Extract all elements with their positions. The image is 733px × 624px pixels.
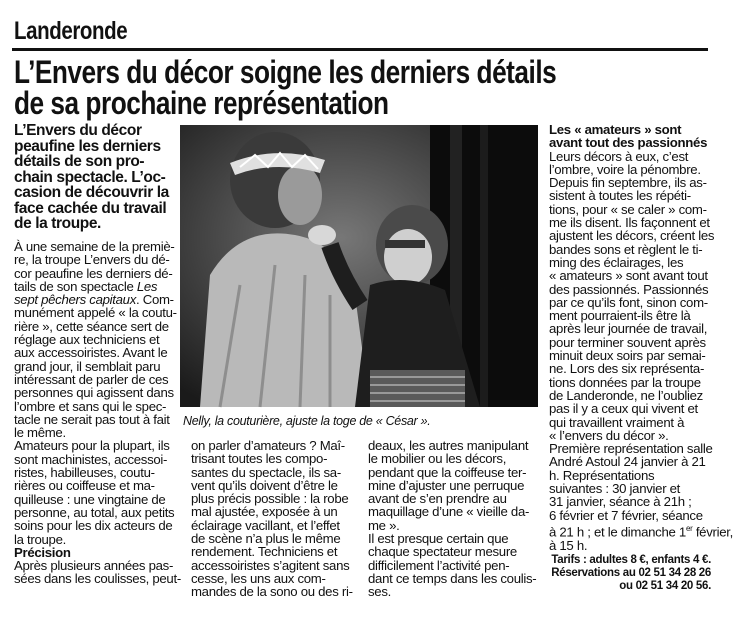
body-line: l’ombre et sans qui le spec-: [14, 398, 167, 414]
body-line: re, la troupe L’envers du dé-: [14, 252, 170, 268]
sidebar-heading: avant tout des passionnés: [549, 135, 708, 151]
lead-paragraph: [14, 123, 169, 232]
body-line: tions, pour « se caler » com-: [549, 201, 707, 217]
body-line: réglage aux techniciens et: [14, 332, 160, 348]
body-line: chaque spectateur mesure: [368, 544, 517, 560]
body-line: deaux, les autres manipulant: [368, 438, 529, 453]
body-line: Depuis fin septembre, ils as-: [549, 175, 707, 191]
body-line: pendant que la coiffeuse ter-: [368, 464, 527, 480]
body-line: tails de son spectacle Les: [14, 278, 158, 294]
body-line: avant de s’en prendre au: [368, 491, 507, 507]
lead-line: chain spectacle. L’oc-: [14, 168, 166, 186]
rubric-rule: [12, 48, 708, 51]
body-line: cesse, les uns aux com-: [191, 570, 326, 586]
column-3: [368, 439, 536, 599]
lead-line: L’Envers du décor: [14, 122, 142, 139]
body-line: le mobilier ou les décors,: [368, 451, 507, 467]
body-line: personne, au total, aux petits: [14, 504, 175, 520]
headline-line-2: de sa prochaine représentation: [14, 85, 389, 121]
body-line: difficilement l’activité pen-: [368, 557, 510, 573]
photo-illustration: [180, 125, 538, 407]
body-line: personnes qui agissent dans: [14, 385, 174, 401]
body-line: rières ou coiffeuse et ma-: [14, 478, 155, 494]
lead-line: casion de découvrir la: [14, 184, 169, 201]
body-line: ristes, habilleuses, coutu-: [14, 465, 155, 481]
body-line: Après plusieurs années pas-: [14, 558, 174, 574]
body-line: tions données par la troupe: [549, 374, 701, 390]
body-line: suivantes : 30 janvier et: [549, 481, 681, 497]
body-line: mal ajustée, exposée à un: [191, 504, 338, 520]
body-line: après leur journée de travail,: [549, 321, 708, 337]
body-line: « l’envers du décor ».: [549, 427, 669, 443]
headline-line-1: L’Envers du décor soigne les derniers détails: [14, 54, 557, 90]
body-line: de Landeronde, ne l’oubliez: [549, 387, 703, 403]
body-line: rendement. Techniciens et: [191, 544, 338, 560]
body-line: À une semaine de la premiè-: [14, 239, 175, 254]
body-line: dant ce temps dans les coulis-: [368, 570, 537, 586]
body-line: André Astoul 24 janvier à 21: [549, 454, 706, 470]
body-line: ment pourraient-ils être là: [549, 308, 691, 324]
reservations-line: ou 02 51 34 20 56.: [619, 580, 711, 593]
body-line: maquillage d’une « vieille da-: [368, 504, 530, 520]
lead-line: peaufine les derniers: [14, 137, 161, 155]
body-line: mandes de la sono ou des ri-: [191, 584, 353, 600]
body-line: rière », cette séance sert de: [14, 318, 169, 334]
body-line: trisant toutes les compo-: [191, 451, 328, 467]
body-line: des passionnés. Passionnés: [549, 281, 709, 297]
body-line: l’ombre, voire la pénombre.: [549, 161, 701, 177]
body-line: cor peaufine les derniers dé-: [14, 265, 173, 281]
body-line: à 21 h ; et le dimanche 1er février,: [549, 523, 733, 540]
tarifs: Tarifs : adultes 8 €, enfants 4 €.: [551, 553, 711, 566]
body-line: sont machinistes, accessoi-: [14, 451, 168, 467]
body-line: pour terminer souvent après: [549, 334, 706, 350]
body-line: pas il y a ceux qui vivent et: [549, 401, 698, 417]
body-line: h. Représentations: [549, 467, 655, 483]
body-line: « amateurs » sont avant tout: [549, 268, 708, 284]
body-line: Première représentation salle: [549, 441, 713, 457]
body-line: bandes sons et règlent le ti-: [549, 241, 703, 257]
body-line: le même.: [14, 425, 66, 441]
lead-line: de la troupe.: [14, 215, 101, 232]
body-line: par ce qu’ils font, sinon com-: [549, 294, 708, 310]
body-line: grand jour, il semblait paru: [14, 358, 161, 374]
body-line: me ils disent. Ils façonnent et: [549, 215, 710, 231]
body-line: de scène n’a plus le même: [191, 531, 341, 547]
body-line: tacle ne serait pas tout à fait: [14, 411, 170, 427]
body-line: munément appelé « la coutu-: [14, 305, 177, 321]
column-4: [549, 123, 733, 594]
body-line: quilleuse : une vingtaine de: [14, 491, 166, 507]
body-line: Leurs décors à eux, c’est: [549, 148, 689, 164]
body-line: sept pêchers capitaux. Com-: [14, 292, 174, 308]
body-line: éclairage vacillant, et l’effet: [191, 517, 340, 533]
column-2: [191, 439, 353, 599]
body-line: sées dans les coulisses, peut-: [14, 571, 181, 587]
body-line: soins pour les dix acteurs de: [14, 518, 173, 534]
body-line: la troupe.: [14, 531, 66, 547]
column-1: [14, 240, 181, 586]
section-rubric: Landeronde: [14, 17, 128, 45]
show-title: sept pêchers capitaux: [14, 292, 136, 308]
body-line: Il est presque certain que: [368, 531, 509, 547]
body-line: me ».: [368, 517, 400, 533]
body-line: qui travaillent vraiment à: [549, 414, 685, 430]
photo-caption: Nelly, la couturière, ajuste la toge de « César ».: [183, 414, 431, 428]
body-line: santes du spectacle, ils sa-: [191, 464, 341, 480]
headline: [14, 54, 670, 121]
body-line: on parler d’amateurs ? Maî-: [191, 438, 345, 453]
article-photo: [180, 125, 538, 407]
body-line: aux accessoiristes. Avant le: [14, 345, 168, 361]
body-line: intéressant de parler de ces: [14, 371, 169, 387]
lead-line: face cachée du travail: [14, 199, 167, 217]
show-title-part: Les: [136, 278, 158, 294]
reservations-line: Réservations au 02 51 34 28 26: [551, 567, 711, 580]
body-line: 6 février et 7 février, séance: [549, 507, 703, 523]
body-line: à 15 h.: [549, 537, 588, 553]
body-line: mine d’ajuster une perruque: [368, 477, 525, 493]
subhead-precision: Précision: [14, 544, 71, 560]
body-line: vent qu’ils doivent d’être le: [191, 477, 338, 493]
body-line: Amateurs pour la plupart, ils: [14, 438, 170, 454]
body-line: minuit deux soirs par semai-: [549, 348, 706, 364]
body-line: ajustent les décors, créent les: [549, 228, 715, 244]
body-line: ming des éclairages, les: [549, 254, 684, 270]
body-line: 31 janvier, séance à 21h ;: [549, 494, 692, 510]
body-line: accessoiristes s’agitent sans: [191, 557, 350, 573]
body-line: ses.: [368, 584, 391, 600]
body-line: plus précis possible : la robe: [191, 491, 349, 507]
lead-line: détails de son pro-: [14, 153, 145, 170]
body-line: ne. Lors des six représenta-: [549, 361, 705, 377]
sidebar-heading: Les « amateurs » sont: [549, 122, 682, 137]
body-line: sistent à toutes les répéti-: [549, 188, 691, 204]
